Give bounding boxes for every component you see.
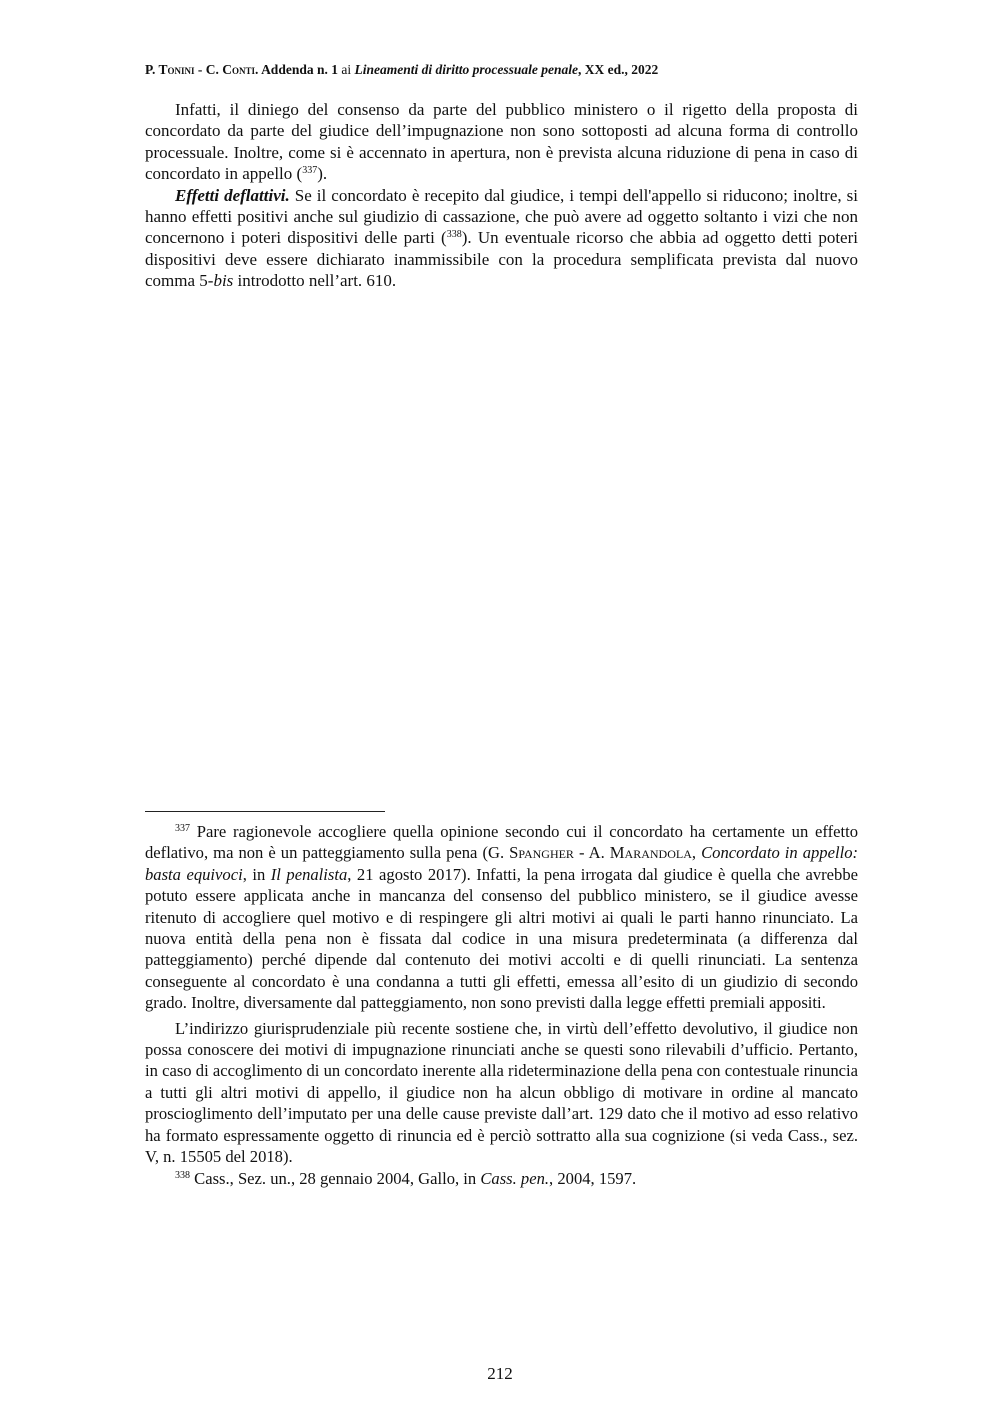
page-number: 212 bbox=[487, 1364, 513, 1383]
main-text bbox=[145, 99, 858, 292]
footnote-337-text-1: Pare ragionevole accogliere quella opinione secondo cui il concordato ha certamente un effetto deflativo, ma non è un patteggiamento sulla pena (G. bbox=[145, 822, 858, 863]
header-ai: ai bbox=[337, 62, 355, 77]
running-header bbox=[145, 62, 865, 78]
section-heading: Effetti deflattivi. bbox=[175, 185, 290, 205]
paragraph-2-text-2: ). Un eventuale ricorso che abbia ad oggetto detti poteri dispositivi deve essere dichiarato inammissibile con la procedura semplificata prevista dal nuovo comma 5- bbox=[145, 228, 858, 291]
header-author-1: P. Tonini bbox=[145, 62, 195, 77]
bis-italic: bis bbox=[213, 271, 234, 291]
footnote-separator bbox=[145, 811, 385, 812]
footnote-337-text-3: , bbox=[691, 843, 702, 863]
paragraph-2-text-3: introdotto nell’art. 610. bbox=[233, 271, 397, 291]
paragraph-1-text: Infatti, il diniego del consenso da parte del pubblico ministero o il rigetto della proposta di concordato da parte del giudice dell’impugnazione non sono sottoposti ad alcuna forma di controllo processuale. Inoltre, come si è accennato in apertura, non è prevista alcuna riduzione di pena in caso di concordato in appello ( bbox=[145, 100, 858, 184]
header-separator-1: - bbox=[194, 62, 206, 77]
author-marandola: Marandola bbox=[609, 843, 692, 863]
author-spangher: Spangher bbox=[509, 843, 574, 863]
paragraph-2-text-1: Se il concordato è recepito dal giudice, i tempi dell'appello si riducono; inoltre, si hanno effetti positivi anche sul giudizio di cassazione, che può avere ad oggetto soltanto i vizi che non concernono i poteri dispositivi delle parti ( bbox=[145, 185, 858, 248]
footnote-337-text-5: , 21 agosto 2017). Infatti, la pena irrogata dal giudice è quella che avrebbe potuto essere applicata anche in mancanza del consenso del pubblico ministero, se il giudice avesse ritenuto di accogliere quel motivo e di respingere gli altri motivi ai quali le parti hanno rinunciato. La nuova entità della pena non è fissata dal codice in una misura predeterminata (a differenza dal patteggiamento) perché dipende dal contenuto dei motivi accolti e di quelli rinunciati. La sentenza conseguente al concordato è una condanna a tutti gli effetti, emessa all’esito di un giudizio di secondo grado. Inoltre, diversamente dal patteggiamento, non sono previsti dalla legge effetti premiali appositi. bbox=[145, 864, 858, 1013]
footnote-number-337: 337 bbox=[175, 823, 190, 834]
article-title: Concordato in appello: basta equivoci bbox=[145, 843, 859, 884]
header-separator-2: . bbox=[255, 62, 262, 77]
footnote-338 bbox=[145, 1168, 858, 1189]
header-author-2: C. Conti bbox=[205, 62, 256, 77]
footnote-ref-337[interactable]: 337 bbox=[302, 165, 318, 177]
footnote-338-text-1: Cass., Sez. un., 28 gennaio 2004, Gallo, in bbox=[190, 1168, 481, 1188]
paragraph-1-end: ). bbox=[317, 164, 328, 184]
footnote-ref-338[interactable]: 338 bbox=[446, 229, 462, 241]
footnote-337 bbox=[145, 821, 858, 1014]
footnote-337-text-4: , in bbox=[242, 864, 271, 884]
footnotes bbox=[145, 821, 858, 1189]
footnote-338-text-2: , 2004, 1597. bbox=[549, 1168, 637, 1188]
header-edition: , XX ed., 2022 bbox=[577, 62, 659, 77]
journal-title: Il penalista bbox=[270, 864, 348, 884]
header-addenda: Addenda n. 1 bbox=[261, 62, 338, 77]
paragraph-1 bbox=[145, 99, 858, 185]
header-book-title: Lineamenti di diritto processuale penale bbox=[354, 62, 578, 77]
footnote-338-journal: Cass. pen. bbox=[480, 1168, 550, 1188]
paragraph-2 bbox=[145, 185, 858, 292]
footnote-337-text-2: - A. bbox=[573, 843, 610, 863]
footnote-number-338: 338 bbox=[175, 1169, 190, 1181]
footnote-337-paragraph-2: L’indirizzo giurisprudenziale più recente sostiene che, in virtù dell’effetto devolutivo, il giudice non possa conoscere dei motivi di impugnazione rinunciati anche se questi sono rilevabili d’ufficio. Pertanto, in caso di accoglimento di un concordato inerente alla rideterminazione della pena con contestuale rinuncia a tutti gli altri motivi di appello, il giudice non ha alcun obbligo di motivare in ordine al mancato proscioglimento dell’imputato per una delle cause previste dall’art. 129 dato che il motivo ad esso relativo ha formato espressamente oggetto di rinuncia ed è perciò sottratto alla sua cognizione (si veda Cass., sez. V, n. 15505 del 2018). bbox=[145, 1018, 858, 1167]
